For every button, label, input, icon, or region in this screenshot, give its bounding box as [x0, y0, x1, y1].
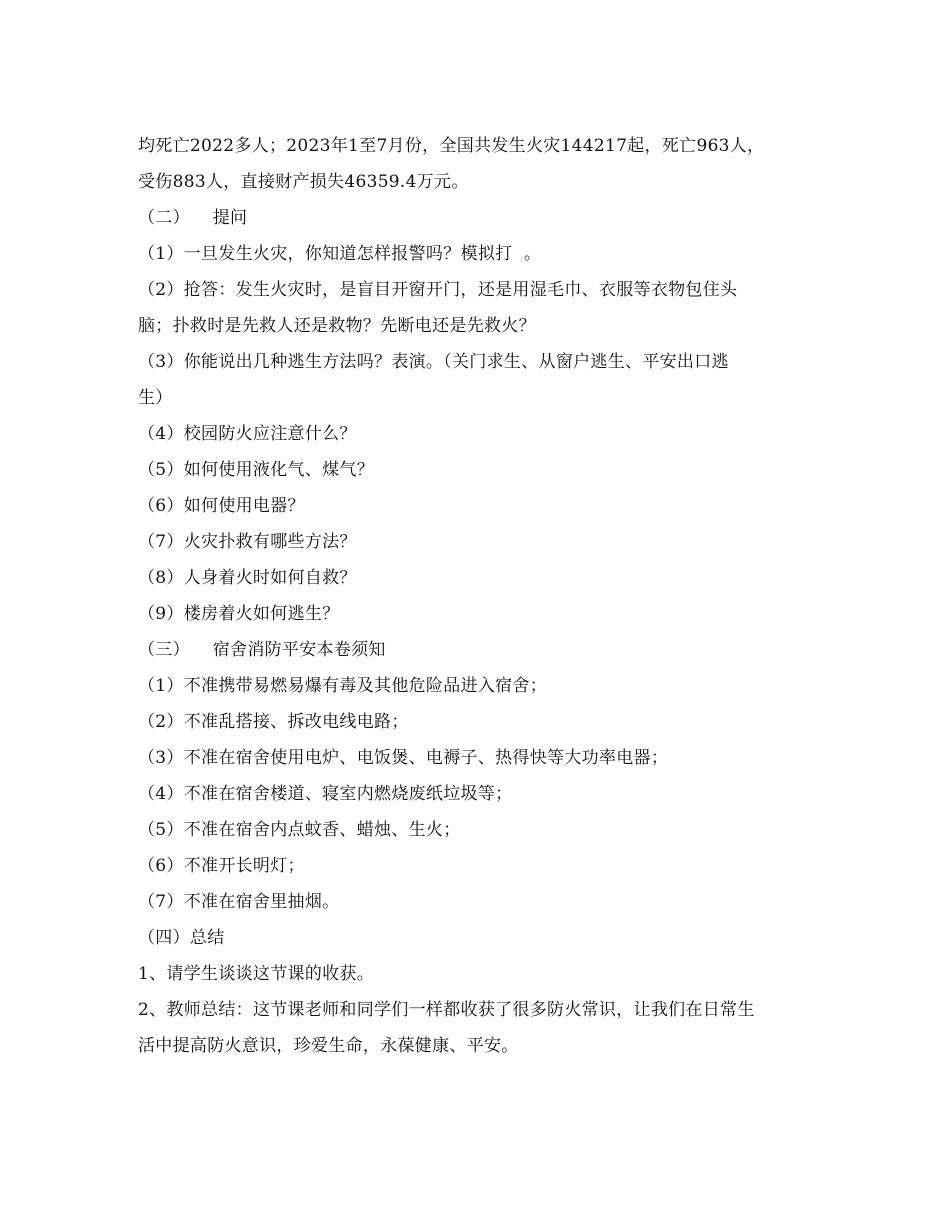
- section-2-item-2-line-1: （2）抢答：发生火灾时，是盲目开窗开门，还是用湿毛巾、衣服等衣物包住头: [138, 280, 738, 300]
- section-3-item-1: （1）不准携带易燃易爆有毒及其他危险品进入宿舍；: [138, 676, 548, 696]
- section-3-item-5: （5）不准在宿舍内点蚊香、蜡烛、生火；: [138, 820, 461, 840]
- section-4-item-2-line-1: 2、教师总结：这节课老师和同学们一样都收获了很多防火常识，让我们在日常生: [138, 1000, 755, 1020]
- section-2-item-1: （1）一旦发生火灾，你知道怎样报警吗？模拟打 。: [138, 244, 542, 264]
- section-2-heading: （二） 提问: [138, 208, 248, 228]
- section-2-item-3-line-2: 生）: [138, 388, 173, 408]
- section-3-item-7: （7）不准在宿舍里抽烟。: [138, 892, 340, 912]
- section-3-item-6: （6）不准开长明灯；: [138, 856, 305, 876]
- section-2-item-8: （8）人身着火时如何自救？: [138, 568, 357, 588]
- intro-line-2: 受伤883人，直接财产损失46359.4万元。: [138, 172, 469, 192]
- section-4-item-2-line-2: 活中提高防火意识，珍爱生命，永葆健康、平安。: [138, 1036, 519, 1056]
- section-2-item-4: （4）校园防火应注意什么？: [138, 424, 357, 444]
- section-3-item-3: （3）不准在宿舍使用电炉、电饭煲、电褥子、热得快等大功率电器；: [138, 748, 669, 768]
- section-3-item-2: （2）不准乱搭接、拆改电线电路；: [138, 712, 409, 732]
- section-2-item-9: （9）楼房着火如何逃生？: [138, 604, 340, 624]
- document-page: [138, 128, 828, 1064]
- section-2-item-2-line-2: 脑；扑救时是先救人还是救物？先断电还是先救火？: [138, 316, 536, 336]
- section-3-heading: （三） 宿舍消防平安本卷须知: [138, 640, 386, 660]
- section-2-item-5: （5）如何使用液化气、煤气？: [138, 460, 375, 480]
- section-4-heading: （四）总结: [138, 928, 225, 948]
- section-4-item-1: 1、请学生谈谈这节课的收获。: [138, 964, 375, 984]
- section-2-item-7: （7）火灾扑救有哪些方法？: [138, 532, 357, 552]
- intro-line-1: 均死亡2022多人；2023年1至7月份，全国共发生火灾144217起，死亡963人，: [138, 136, 765, 156]
- section-2-item-6: （6）如何使用电器？: [138, 496, 305, 516]
- section-3-item-4: （4）不准在宿舍楼道、寝室内燃烧废纸垃圾等；: [138, 784, 513, 804]
- section-2-item-3-line-1: （3）你能说出几种逃生方法吗？表演。（关门求生、从窗户逃生、平安出口逃: [138, 352, 729, 372]
